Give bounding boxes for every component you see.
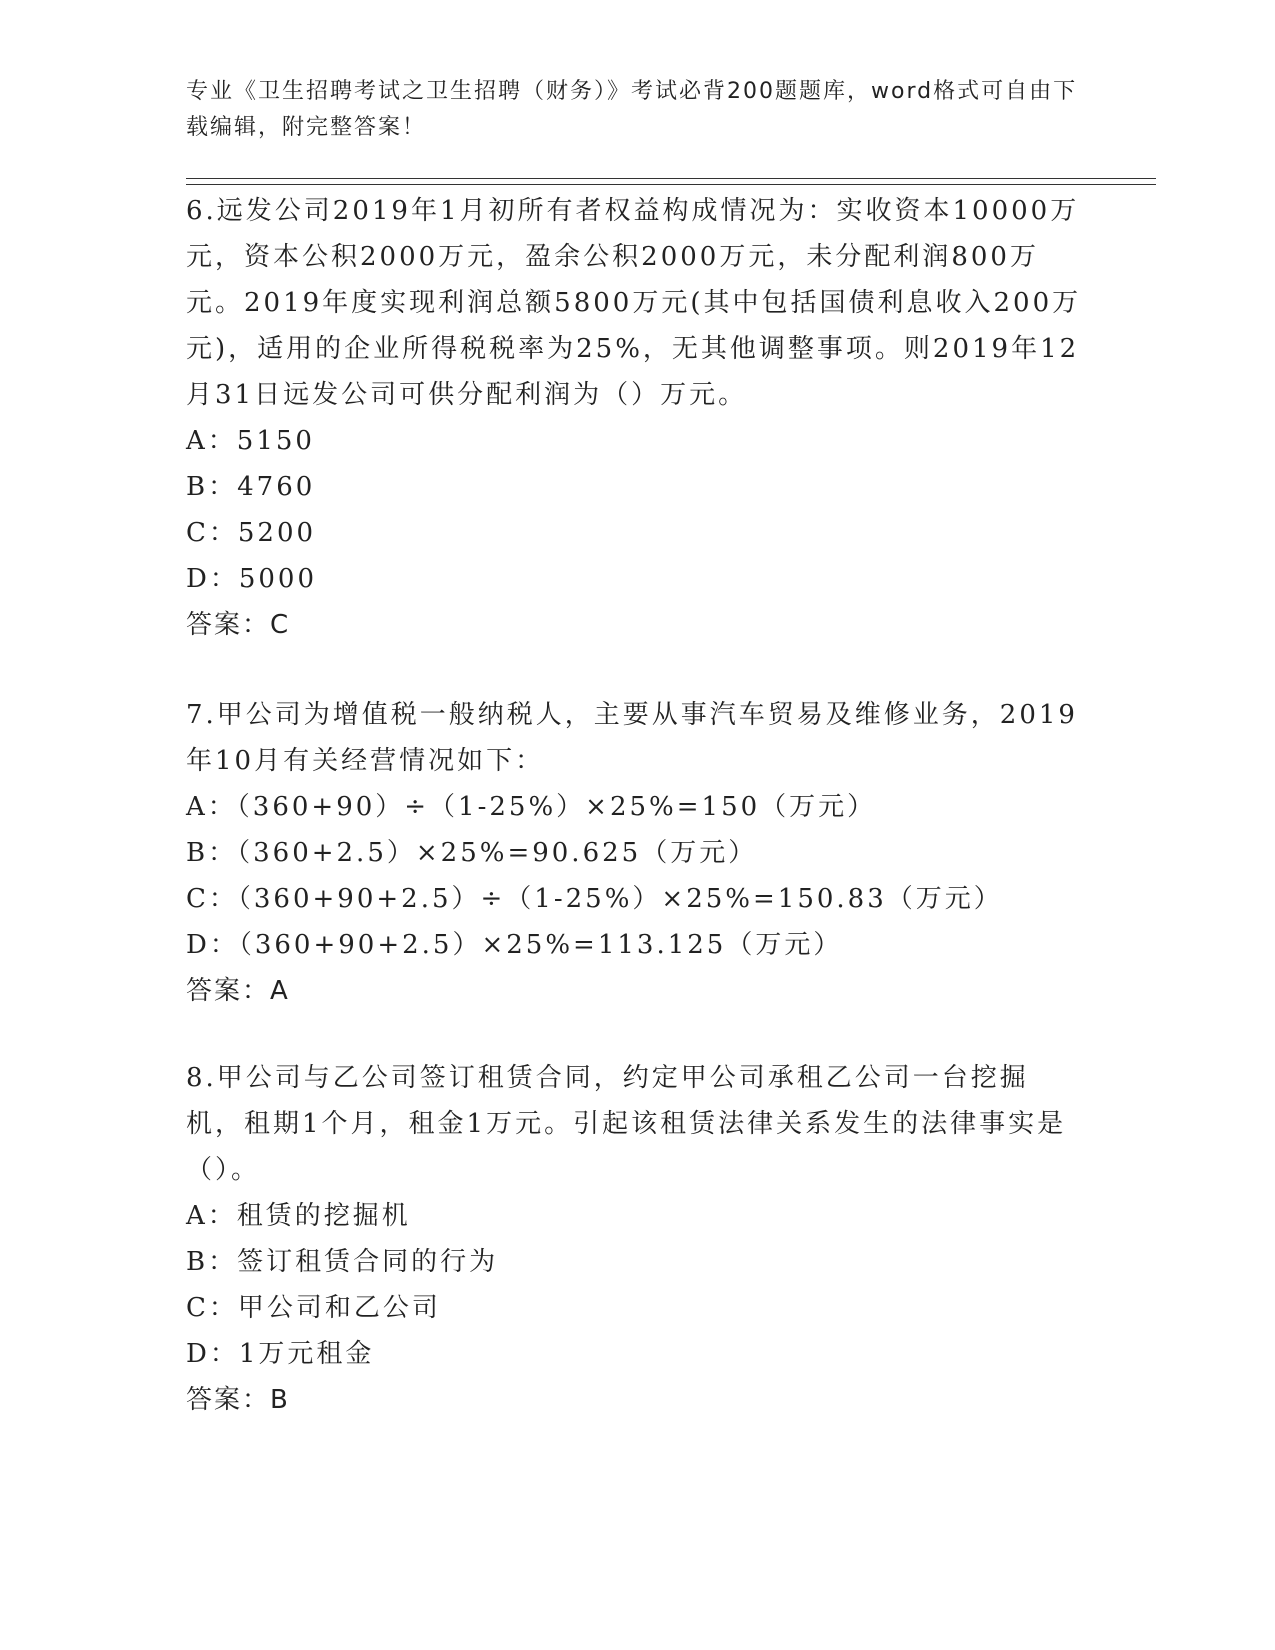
option-c: C：（360+90+2.5）÷（1-25%）×25%=150.83（万元） xyxy=(186,884,1003,914)
option-c: C：甲公司和乙公司 xyxy=(186,1293,441,1323)
question-block xyxy=(186,692,1086,1014)
option-d: D：1万元租金 xyxy=(186,1339,375,1369)
option-a: A：（360+90）÷（1-25%）×25%=150（万元） xyxy=(186,792,877,822)
question-block xyxy=(186,188,1086,648)
question-stem: 8.甲公司与乙公司签订租赁合同，约定甲公司承租乙公司一台挖掘机，租期1个月，租金1万元。引起该租赁法律关系发生的法律事实是（）。 xyxy=(186,1063,1067,1185)
header-divider xyxy=(186,178,1156,179)
option-a: A：租赁的挖掘机 xyxy=(186,1201,411,1231)
answer: 答案：C xyxy=(186,610,291,640)
option-d: D：5000 xyxy=(186,564,318,594)
option-b: B：签订租赁合同的行为 xyxy=(186,1247,499,1277)
option-b: B：（360+2.5）×25%=90.625（万元） xyxy=(186,838,758,868)
option-d: D：（360+90+2.5）×25%=113.125（万元） xyxy=(186,930,843,960)
question-stem: 7.甲公司为增值税一般纳税人，主要从事汽车贸易及维修业务，2019年10月有关经营情况如下： xyxy=(186,700,1078,776)
answer: 答案：B xyxy=(186,1385,290,1415)
header-divider xyxy=(186,184,1156,185)
page-header: 专业《卫生招聘考试之卫生招聘（财务）》考试必背200题题库，word格式可自由下载编辑，附完整答案！ xyxy=(186,79,1078,140)
option-c: C：5200 xyxy=(186,518,317,548)
question-stem: 6.远发公司2019年1月初所有者权益构成情况为：实收资本10000万元，资本公积2000万元，盈余公积2000万元，未分配利润800万元。2019年度实现利润总额5800万元(其中包括国债利息收入200万元)，适用的企业所得税税率为25%，无其他调整事项。则2019年12月31日远发公司可供分配利润为（）万元。 xyxy=(186,196,1082,410)
option-a: A：5150 xyxy=(186,426,315,456)
question-block xyxy=(186,1055,1086,1423)
answer: 答案：A xyxy=(186,976,290,1006)
option-b: B：4760 xyxy=(186,472,316,502)
